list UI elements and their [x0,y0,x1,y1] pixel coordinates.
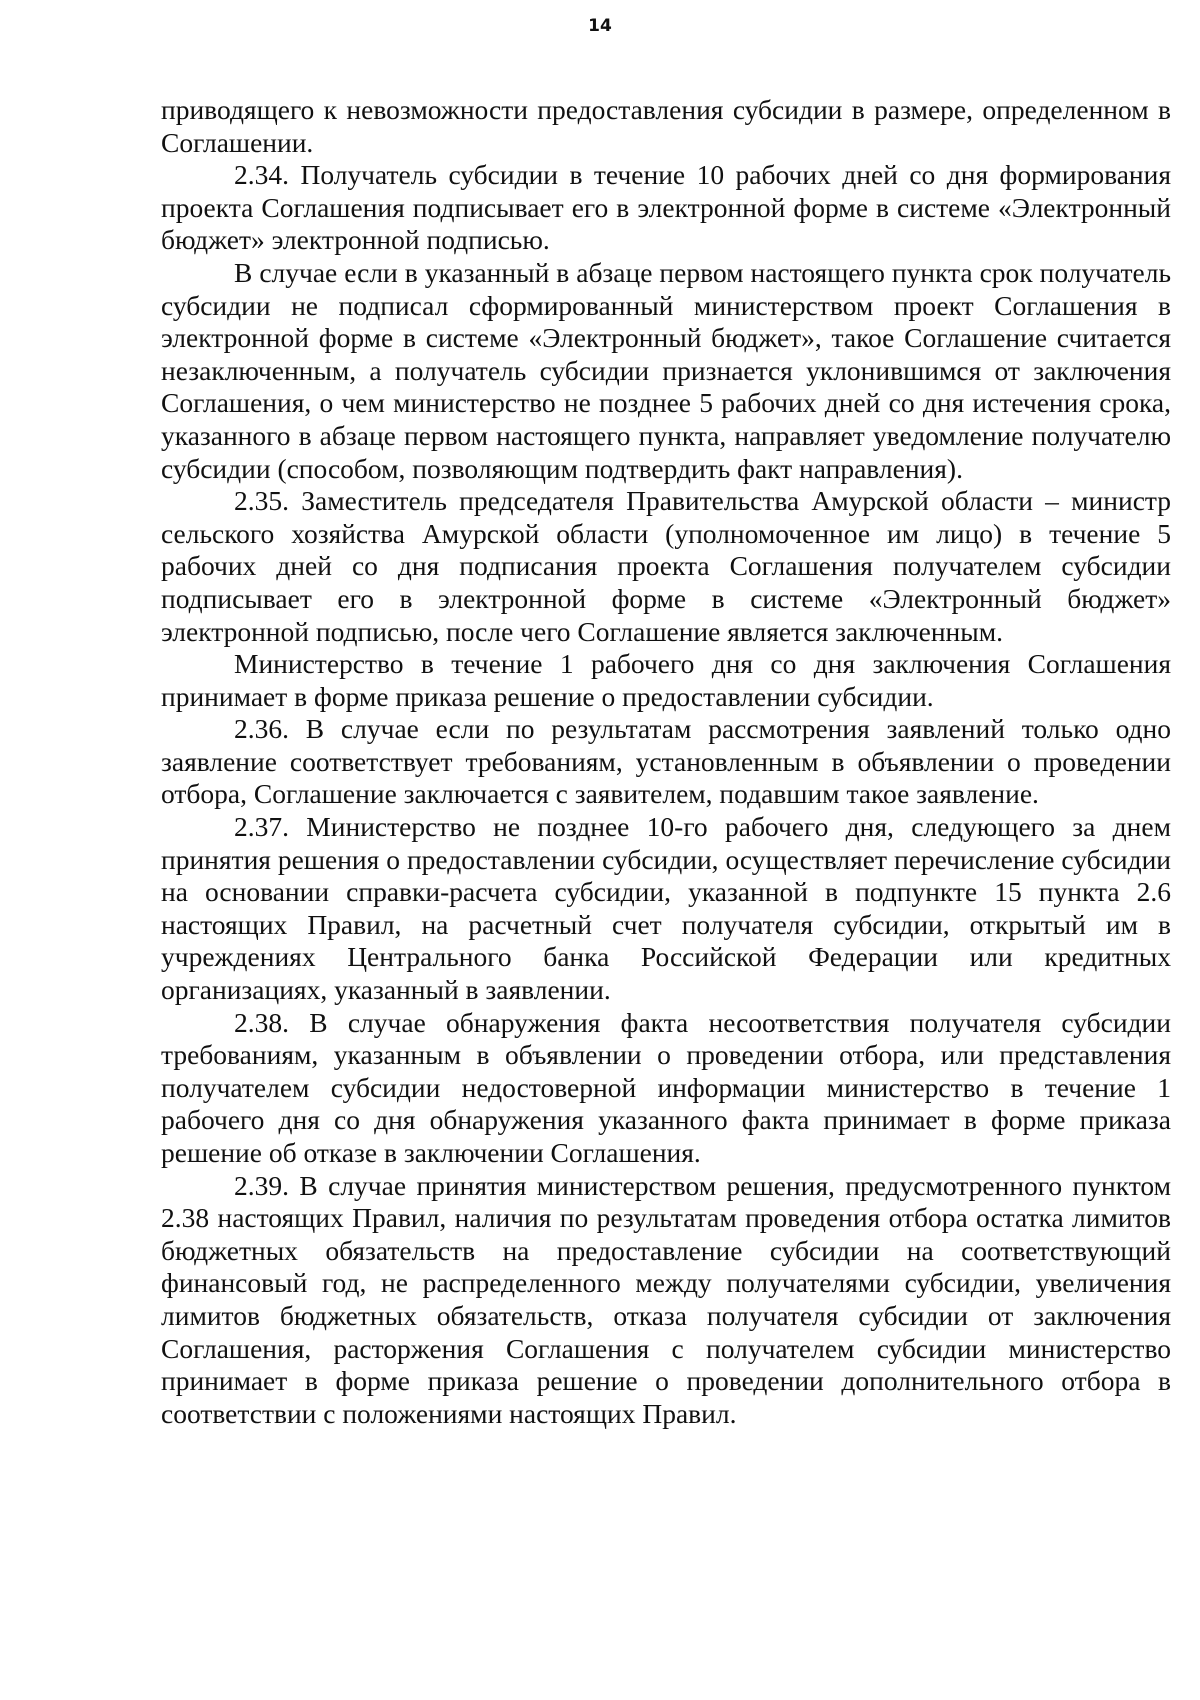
page-number: 14 [588,16,612,36]
paragraph-2-36: 2.36. В случае если по результатам рассмотрения заявлений только одно заявление соответствует требованиям, установленным в объявлении о проведении отбора, Соглашение заключается с заявителем, подавшим такое заявление. [161,713,1171,810]
paragraph-2-34: 2.34. Получатель субсидии в течение 10 рабочих дней со дня формирования проекта Соглашения подписывает его в электронной форме в системе «Электронный бюджет» электронной подписью. [161,159,1171,256]
paragraph-2-34-refusal: В случае если в указанный в абзаце первом настоящего пункта срок получатель субсидии не подписал сформированный министерством проект Соглашения в электронной форме в системе «Электронный бюджет», такое Соглашение считается незаключенным, а получатель субсидии признается уклонившимся от заключения Соглашения, о чем министерство не позднее 5 рабочих дней со дня истечения срока, указанного в абзаце первом настоящего пункта, направляет уведомление получателю субсидии (способом, позволяющим подтвердить факт направления). [161,256,1171,484]
paragraph-2-35-order: Министерство в течение 1 рабочего дня со дня заключения Соглашения принимает в форме приказа решение о предоставлении субсидии. [161,648,1171,712]
paragraph-2-37: 2.37. Министерство не позднее 10-го рабочего дня, следующего за днем принятия решения о предоставлении субсидии, осуществляет перечисление субсидии на основании справки-расчета субсидии, указанной в подпункте 15 пункта 2.6 настоящих Правил, на расчетный счет получателя субсидии, открытый им в учреждениях Центрального банка Российской Федерации или кредитных организациях, указанный в заявлении. [161,811,1171,1006]
paragraph-2-35: 2.35. Заместитель председателя Правительства Амурской области – министр сельского хозяйства Амурской области (уполномоченное им лицо) в течение 5 рабочих дней со дня подписания проекта Соглашения получателем субсидии подписывает его в электронной форме в системе «Электронный бюджет» электронной подписью, после чего Соглашение является заключенным. [161,485,1171,647]
paragraph-2-39: 2.39. В случае принятия министерством решения, предусмотренного пунктом 2.38 настоящих Правил, наличия по результатам проведения отбора остатка лимитов бюджетных обязательств на предоставление субсидии на соответствующий финансовый год, не распределенного между получателями субсидии, увеличения лимитов бюджетных обязательств, отказа получателя субсидии от заключения Соглашения, расторжения Соглашения с получателем субсидии министерство принимает в форме приказа решение о проведении дополнительного отбора в соответствии с положениями настоящих Правил. [161,1169,1171,1429]
paragraph-continuation: приводящего к невозможности предоставления субсидии в размере, определенном в Соглашении. [161,94,1171,158]
document-body [161,94,1171,1430]
paragraph-2-38: 2.38. В случае обнаружения факта несоответствия получателя субсидии требованиям, указанным в объявлении о проведении отбора, или представления получателем субсидии недостоверной информации министерство в течение 1 рабочего дня со дня обнаружения указанного факта принимает в форме приказа решение об отказе в заключении Соглашения. [161,1006,1171,1168]
